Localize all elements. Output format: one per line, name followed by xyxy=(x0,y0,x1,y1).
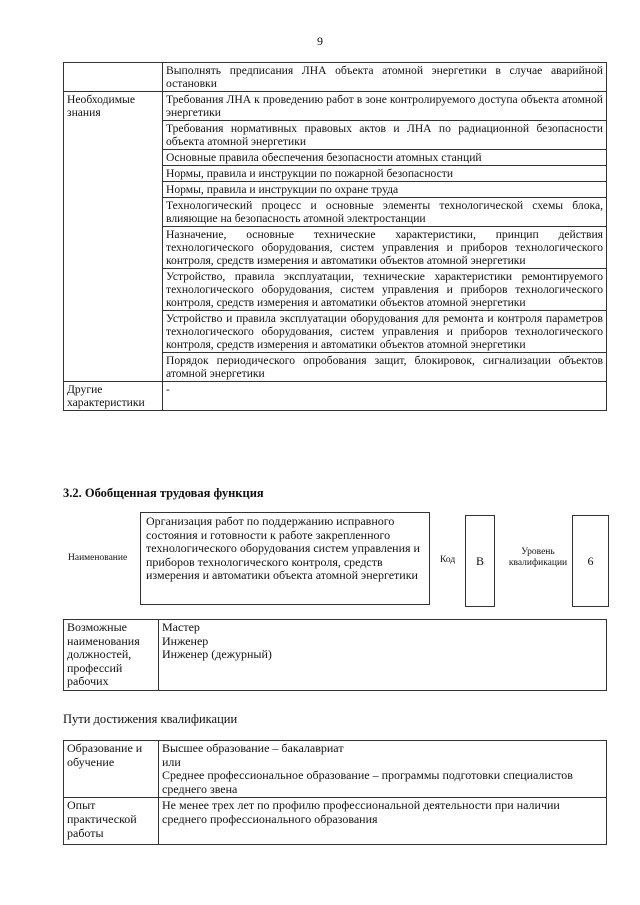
education-label: Образование и обучение xyxy=(64,741,159,798)
row-text: Устройство и правила эксплуатации оборудования для ремонта и контроля параметров технологического оборудования, систем управления и приборов технологического контроля, средств измерения и автоматики объектов атомной энергетики xyxy=(163,311,607,353)
positions-values xyxy=(159,620,607,691)
name-label: Наименование xyxy=(68,553,128,563)
page-number: 9 xyxy=(317,34,323,48)
level-label: Уровень квалификации xyxy=(508,547,568,568)
row-text: Основные правила обеспечения безопасности атомных станций xyxy=(163,150,607,166)
position-item: Инженер (дежурный) xyxy=(162,647,272,662)
experience-value: Не менее трех лет по профилю профессиональной деятельности при наличии среднего профессионального образования xyxy=(159,798,607,845)
row-label xyxy=(64,63,163,92)
table-row xyxy=(64,798,607,845)
row-text: Назначение, основные технические характеристики, принцип действия технологического оборудования, систем управления и приборов технологического контроля, средств измерения и автоматики объектов атомной энергетики xyxy=(163,227,607,269)
row-text: Нормы, правила и инструкции по охране труда xyxy=(163,182,607,198)
level-value-box xyxy=(572,515,609,607)
table-row xyxy=(64,382,607,411)
code-value-box xyxy=(465,515,495,607)
row-text: Порядок периодического опробования защит, блокировок, сигнализации объектов атомной энергетики xyxy=(163,353,607,382)
row-text: Устройство, правила эксплуатации, технические характеристики ремонтируемого технологического оборудования, систем управления и приборов технологического контроля, средств измерения и автоматики объектов атомной энергетики xyxy=(163,269,607,311)
row-text: Требования ЛНА к проведению работ в зоне контролируемого доступа объекта атомной энергетики xyxy=(163,92,607,121)
table-row xyxy=(64,92,607,121)
code-label: Код xyxy=(440,555,456,565)
table-row xyxy=(64,620,607,691)
row-text: Нормы, правила и инструкции по пожарной безопасности xyxy=(163,166,607,182)
position-item: Мастер xyxy=(162,620,200,634)
table-row xyxy=(64,741,607,798)
function-name-box: Организация работ по поддержанию исправного состояния и готовности к работе закрепленного технологического оборудования систем управления и приборов технологического контроля, средств измерения и автоматики объекта атомной энергетики xyxy=(140,512,430,605)
row-text: Требования нормативных правовых актов и ЛНА по радиационной безопасности объекта атомной энергетики xyxy=(163,121,607,150)
section-heading: 3.2. Обобщенная трудовая функция xyxy=(63,486,264,500)
row-text: Технологический процесс и основные элементы технологической схемы блока, влияющие на безопасность атомной электростанции xyxy=(163,198,607,227)
education-values xyxy=(159,741,607,798)
table-row xyxy=(64,63,607,92)
code-value: B xyxy=(475,553,484,568)
row-label: Другие характеристики xyxy=(64,382,163,411)
education-line: или xyxy=(162,754,181,769)
education-line: Высшее образование – бакалавриат xyxy=(162,741,344,755)
row-text: - xyxy=(163,382,607,411)
knowledge-table xyxy=(63,62,607,411)
qualification-heading: Пути достижения квалификации xyxy=(63,712,238,726)
position-item: Инженер xyxy=(162,633,209,648)
level-value: 6 xyxy=(587,553,594,568)
positions-table xyxy=(63,619,607,691)
row-text: Выполнять предписания ЛНА объекта атомной энергетики в случае аварийной остановки xyxy=(163,63,607,92)
education-line: Среднее профессиональное образование – программы подготовки специалистов среднего звена xyxy=(162,768,573,796)
experience-label: Опыт практической работы xyxy=(64,798,159,845)
row-label: Необходимые знания xyxy=(64,92,163,382)
positions-label: Возможные наименования должностей, профессий рабочих xyxy=(64,620,159,691)
qualification-table xyxy=(63,740,607,845)
